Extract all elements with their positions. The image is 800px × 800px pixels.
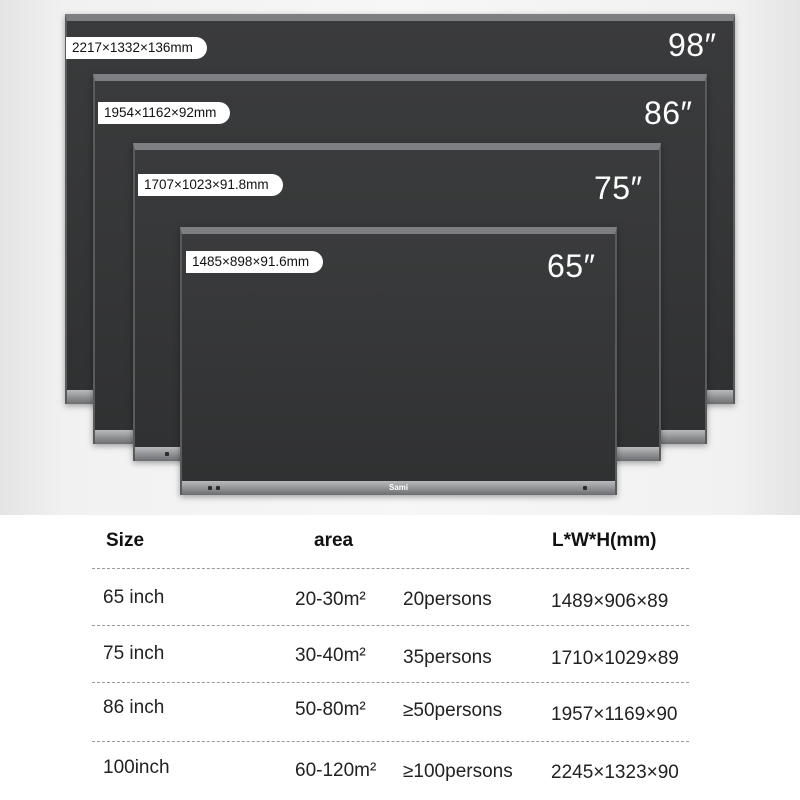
header-dimensions: L*W*H(mm) xyxy=(552,530,657,551)
row-area: 50-80m² xyxy=(295,699,366,720)
row-dimensions: 2245×1323×90 xyxy=(551,762,679,783)
row-size: 65 inch xyxy=(103,587,165,608)
dimension-label-98: 2217×1332×136mm xyxy=(66,37,207,59)
panel-bezel xyxy=(182,481,615,495)
row-dimensions: 1489×906×89 xyxy=(551,591,669,612)
dimension-label-65: 1485×898×91.6mm xyxy=(186,251,323,273)
row-divider xyxy=(92,568,689,569)
row-size: 75 inch xyxy=(103,643,165,664)
row-size: 86 inch xyxy=(103,697,165,718)
row-area: 60-120m² xyxy=(295,760,377,781)
row-dimensions: 1710×1029×89 xyxy=(551,648,679,669)
panel-port xyxy=(216,486,220,490)
panel-port xyxy=(165,452,169,456)
row-divider xyxy=(92,682,689,683)
size-label-75: 75″ xyxy=(594,170,643,206)
panel-port xyxy=(583,486,587,490)
row-size: 100inch xyxy=(103,757,170,778)
header-size: Size xyxy=(106,530,145,551)
row-persons: 20persons xyxy=(403,589,492,610)
row-dimensions: 1957×1169×90 xyxy=(551,704,678,725)
size-label-65: 65″ xyxy=(547,248,596,284)
row-divider xyxy=(92,625,689,626)
dimension-label-75: 1707×1023×91.8mm xyxy=(138,174,283,196)
size-label-86: 86″ xyxy=(644,95,693,131)
header-area: area xyxy=(314,530,354,551)
brand-logo: Sami xyxy=(388,483,409,492)
panel-port xyxy=(208,486,212,490)
row-persons: 35persons xyxy=(403,647,492,668)
row-area: 20-30m² xyxy=(295,589,366,610)
row-persons: ≥50persons xyxy=(403,700,503,721)
row-persons: ≥100persons xyxy=(403,761,513,782)
dimension-label-86: 1954×1162×92mm xyxy=(98,102,230,124)
row-area: 30-40m² xyxy=(295,645,366,666)
row-divider xyxy=(92,741,689,742)
size-label-98: 98″ xyxy=(668,27,717,63)
